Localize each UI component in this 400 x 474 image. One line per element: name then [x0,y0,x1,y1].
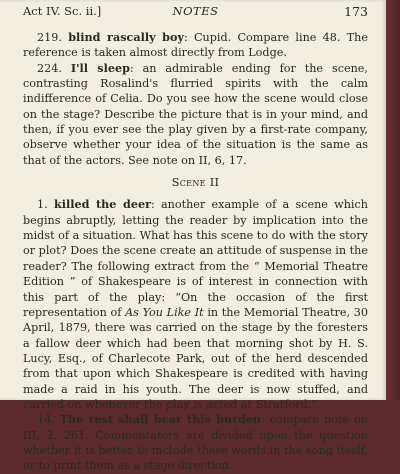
note-224: 224. I'll sleep: an admirable ending for the scene, contrasting Rosalind's flurried spirits with the calm indifference of Celia. Do you see how the scene would close on the stage? Describe the picture that is in your mind, and then, if you ever see the play given by a first-rate company, observe whether your idea of the situation is the same as that of the actors. See note on II, 6, 17. [23,60,368,167]
note-14: 14. The rest shall bear this burden: compare note on III, 2, 261. Commentators are divided upon the question whether it is better to include these words in the song itself, or to print them as a stage direction. [23,412,368,473]
page-number: 173 [344,4,368,19]
section-title: NOTES [172,4,219,18]
scene-heading: Scene II [171,175,220,190]
note-term: killed the deer [53,197,151,212]
note-219: 219. blind rascally boy: Cupid. Compare line 48. The reference is taken almost directly from Lodge. [23,30,368,60]
notes-body [23,30,368,474]
play-title: As You Like It [125,305,204,319]
running-header [23,4,368,22]
note-term: I'll sleep [70,60,130,75]
book-edge [386,0,400,400]
act-scene-label: Act IV. Sc. ii.] [23,4,102,18]
note-1: 1. killed the deer: another example of a scene which begins abruptly, letting the reader by implication into the midst of a situation. What has this scene to do with the story or plot? Does the scene create an attitude of suspense in the reader? The following extract from the “ Memorial Theatre Edition ” of Shakespeare is of interest in connection with this part of the play: “On the occasion of the first representation of As You Like It in the Memorial Theatre, 30 April, 1879, there was carried on the stage by the foresters a fallow deer which had been that morning shot by H. S. Lucy, Esq., of Charlecote Park, out of the herd descended from that upon which Shakespeare is credited with having made a raid in his youth. The deer is now stuffed, and carried on whenever the play is acted at Stratford.” [23,197,368,411]
note-term: The rest shall bear this burden [59,412,262,427]
note-term: blind rascally boy [68,30,184,44]
